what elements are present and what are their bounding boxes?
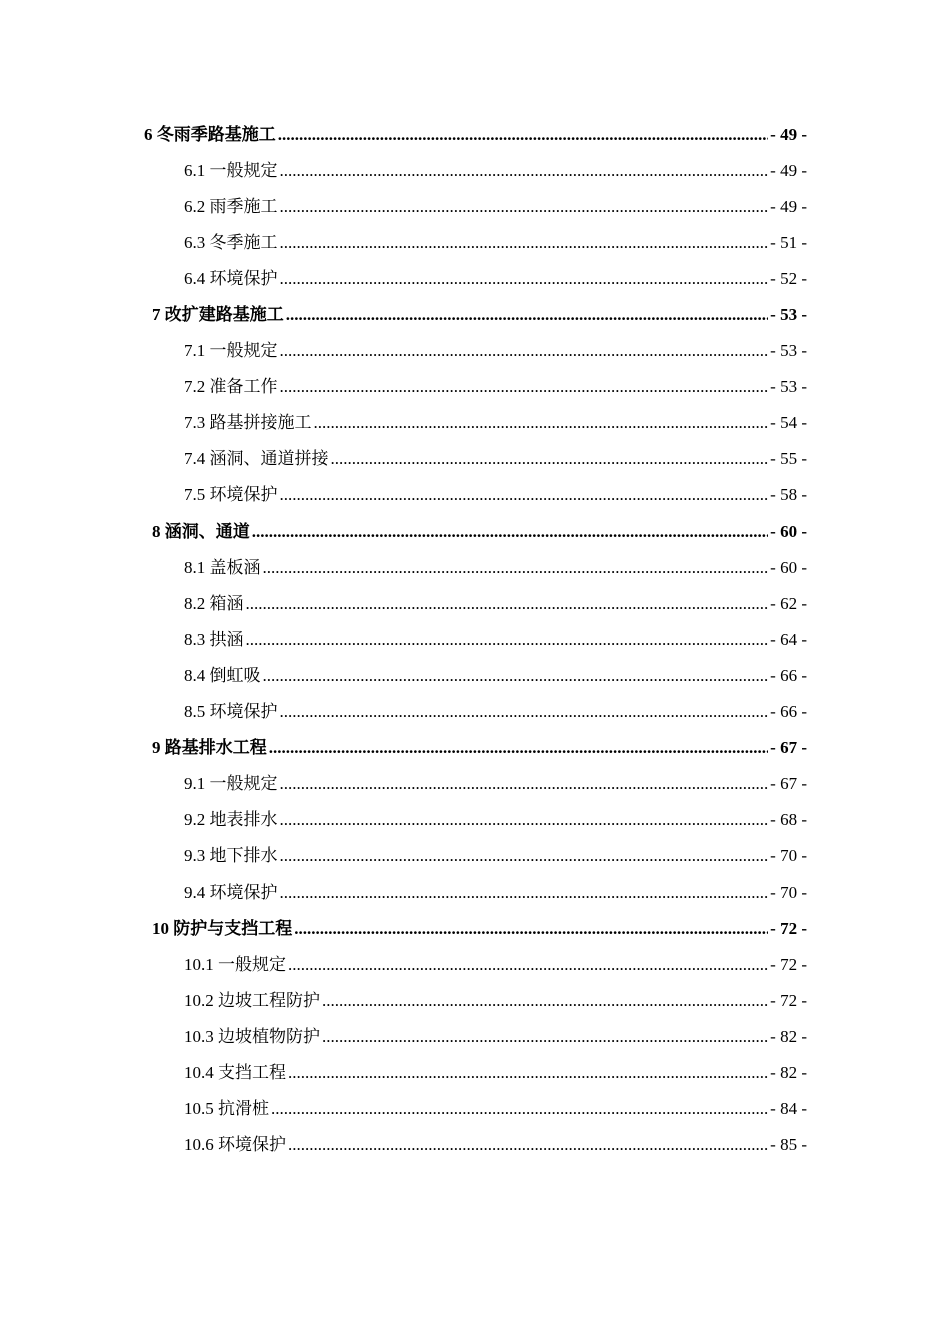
toc-entry-line — [184, 444, 807, 469]
dot-leader — [246, 594, 769, 614]
toc-entry-line — [184, 661, 807, 686]
toc-entry-line — [152, 914, 807, 939]
dot-leader — [286, 305, 768, 325]
toc-section-entry[interactable] — [0, 944, 950, 980]
toc-chapter-entry[interactable] — [0, 511, 950, 547]
dot-leader — [280, 161, 769, 181]
toc-entry-line — [184, 408, 807, 433]
toc-entry-title: 10.6 环境保护 — [184, 1135, 286, 1155]
toc-page-number: - 67 - — [770, 738, 807, 758]
toc-section-entry[interactable] — [0, 836, 950, 872]
toc-page-number: - 84 - — [770, 1099, 807, 1119]
toc-entry-line — [184, 950, 807, 975]
dot-leader — [280, 377, 769, 397]
toc-entry-line — [184, 156, 807, 181]
toc-entry-title: 10.5 抗滑桩 — [184, 1099, 269, 1119]
toc-entry-title: 7.4 涵洞、通道拼接 — [184, 449, 329, 469]
toc-section-entry[interactable] — [0, 1016, 950, 1052]
toc-entry-title: 9 路基排水工程 — [152, 738, 267, 758]
toc-page-number: - 85 - — [770, 1135, 807, 1155]
toc-section-entry[interactable] — [0, 475, 950, 511]
toc-section-entry[interactable] — [0, 764, 950, 800]
toc-entry-line — [184, 372, 807, 397]
toc-section-entry[interactable] — [0, 1125, 950, 1161]
toc-entry-title: 6.4 环境保护 — [184, 268, 278, 288]
toc-section-entry[interactable] — [0, 403, 950, 439]
toc-page-number: - 72 - — [770, 990, 807, 1010]
toc-entry-title: 7.3 路基拼接施工 — [184, 413, 312, 433]
dot-leader — [271, 1099, 768, 1119]
toc-chapter-entry[interactable] — [0, 908, 950, 944]
dot-leader — [322, 1027, 768, 1047]
toc-chapter-entry[interactable] — [0, 294, 950, 330]
toc-entry-line — [184, 192, 807, 217]
toc-entry-line — [184, 697, 807, 722]
toc-page-number: - 49 - — [770, 160, 807, 180]
toc-entry-title: 9.2 地表排水 — [184, 810, 278, 830]
toc-entry-line — [184, 1022, 807, 1047]
toc-page-number: - 58 - — [770, 485, 807, 505]
toc-section-entry[interactable] — [0, 619, 950, 655]
toc-entry-line — [184, 878, 807, 903]
toc-section-entry[interactable] — [0, 655, 950, 691]
toc-page-number: - 52 - — [770, 268, 807, 288]
toc-section-entry[interactable] — [0, 1089, 950, 1125]
dot-leader — [252, 522, 768, 542]
toc-entry-title: 6.1 一般规定 — [184, 160, 278, 180]
dot-leader — [280, 197, 769, 217]
toc-entry-line — [184, 986, 807, 1011]
toc-page-number: - 53 - — [770, 305, 807, 325]
toc-entry-line — [184, 1058, 807, 1083]
dot-leader — [314, 413, 769, 433]
toc-section-entry[interactable] — [0, 150, 950, 186]
toc-entry-title: 7.2 准备工作 — [184, 377, 278, 397]
dot-leader — [269, 738, 768, 758]
dot-leader — [263, 666, 769, 686]
toc-entry-title: 8.4 倒虹吸 — [184, 665, 261, 685]
toc-entry-line — [184, 625, 807, 650]
toc-page-number: - 72 - — [770, 918, 807, 938]
toc-entry-title: 6 冬雨季路基施工 — [144, 124, 276, 144]
toc-section-entry[interactable] — [0, 547, 950, 583]
dot-leader — [294, 919, 768, 939]
toc-entry-line — [184, 769, 807, 794]
toc-page-number: - 70 - — [770, 882, 807, 902]
dot-leader — [280, 774, 769, 794]
toc-section-entry[interactable] — [0, 439, 950, 475]
toc-page-number: - 67 - — [770, 774, 807, 794]
toc-entry-line — [184, 480, 807, 505]
toc-page-number: - 72 - — [770, 954, 807, 974]
toc-section-entry[interactable] — [0, 872, 950, 908]
toc-entry-title: 7.1 一般规定 — [184, 341, 278, 361]
toc-page-number: - 51 - — [770, 232, 807, 252]
toc-page-number: - 68 - — [770, 810, 807, 830]
toc-section-entry[interactable] — [0, 800, 950, 836]
toc-entry-line — [184, 841, 807, 866]
toc-page-number: - 70 - — [770, 846, 807, 866]
toc-entry-line — [152, 300, 807, 325]
toc-entry-line — [152, 733, 807, 758]
toc-entry-title: 10.3 边坡植物防护 — [184, 1026, 320, 1046]
toc-section-entry[interactable] — [0, 692, 950, 728]
toc-page-number: - 49 - — [770, 124, 807, 144]
toc-entry-title: 8.1 盖板涵 — [184, 557, 261, 577]
toc-section-entry[interactable] — [0, 1052, 950, 1088]
toc-entry-line — [184, 589, 807, 614]
toc-entry-title: 6.3 冬季施工 — [184, 232, 278, 252]
toc-page-number: - 54 - — [770, 413, 807, 433]
dot-leader — [280, 269, 769, 289]
toc-page-number: - 62 - — [770, 593, 807, 613]
toc-section-entry[interactable] — [0, 222, 950, 258]
toc-page-number: - 66 - — [770, 665, 807, 685]
toc-entry-title: 9.1 一般规定 — [184, 774, 278, 794]
toc-entry-line — [184, 553, 807, 578]
dot-leader — [246, 630, 769, 650]
toc-entry-title: 8 涵洞、通道 — [152, 521, 250, 541]
toc-entry-title: 9.4 环境保护 — [184, 882, 278, 902]
dot-leader — [288, 1135, 768, 1155]
dot-leader — [280, 233, 769, 253]
toc-entry-line — [184, 264, 807, 289]
toc-page-number: - 82 - — [770, 1026, 807, 1046]
dot-leader — [331, 449, 769, 469]
toc-page-number: - 64 - — [770, 629, 807, 649]
toc-entry-line — [184, 336, 807, 361]
toc-section-entry[interactable] — [0, 331, 950, 367]
toc-section-entry[interactable] — [0, 583, 950, 619]
dot-leader — [288, 955, 768, 975]
toc-entry-line — [184, 805, 807, 830]
toc-entry-line — [184, 1130, 807, 1155]
toc-section-entry[interactable] — [0, 186, 950, 222]
toc-entry-title: 7 改扩建路基施工 — [152, 305, 284, 325]
dot-leader — [280, 341, 769, 361]
toc-page-number: - 60 - — [770, 557, 807, 577]
toc-page-number: - 82 - — [770, 1062, 807, 1082]
toc-page-number: - 60 - — [770, 521, 807, 541]
toc-entry-title: 8.5 环境保护 — [184, 702, 278, 722]
toc-chapter-entry[interactable] — [0, 114, 950, 150]
toc-entry-line — [184, 1094, 807, 1119]
toc-entry-title: 8.3 拱涵 — [184, 629, 244, 649]
dot-leader — [322, 991, 768, 1011]
toc-entry-title: 9.3 地下排水 — [184, 846, 278, 866]
dot-leader — [280, 485, 769, 505]
toc-page-number: - 53 - — [770, 377, 807, 397]
toc-page-number: - 55 - — [770, 449, 807, 469]
toc-page-number: - 66 - — [770, 702, 807, 722]
toc-section-entry[interactable] — [0, 367, 950, 403]
dot-leader — [280, 846, 769, 866]
toc-page-number: - 49 - — [770, 196, 807, 216]
dot-leader — [263, 558, 769, 578]
toc-entry-title: 10 防护与支挡工程 — [152, 918, 293, 938]
toc-entry-title: 10.4 支挡工程 — [184, 1062, 286, 1082]
dot-leader — [280, 883, 769, 903]
toc-section-entry[interactable] — [0, 258, 950, 294]
toc-entry-line — [184, 228, 807, 253]
toc-entry-title: 7.5 环境保护 — [184, 485, 278, 505]
toc-entry-line — [152, 517, 807, 542]
dot-leader — [280, 702, 769, 722]
toc-entry-title: 8.2 箱涵 — [184, 593, 244, 613]
toc-entry-line — [144, 120, 807, 145]
dot-leader — [280, 810, 769, 830]
table-of-contents — [0, 114, 950, 1161]
toc-entry-title: 6.2 雨季施工 — [184, 196, 278, 216]
toc-chapter-entry[interactable] — [0, 728, 950, 764]
dot-leader — [278, 125, 768, 145]
toc-section-entry[interactable] — [0, 980, 950, 1016]
dot-leader — [288, 1063, 768, 1083]
toc-entry-title: 10.2 边坡工程防护 — [184, 990, 320, 1010]
toc-entry-title: 10.1 一般规定 — [184, 954, 286, 974]
toc-page-number: - 53 - — [770, 341, 807, 361]
